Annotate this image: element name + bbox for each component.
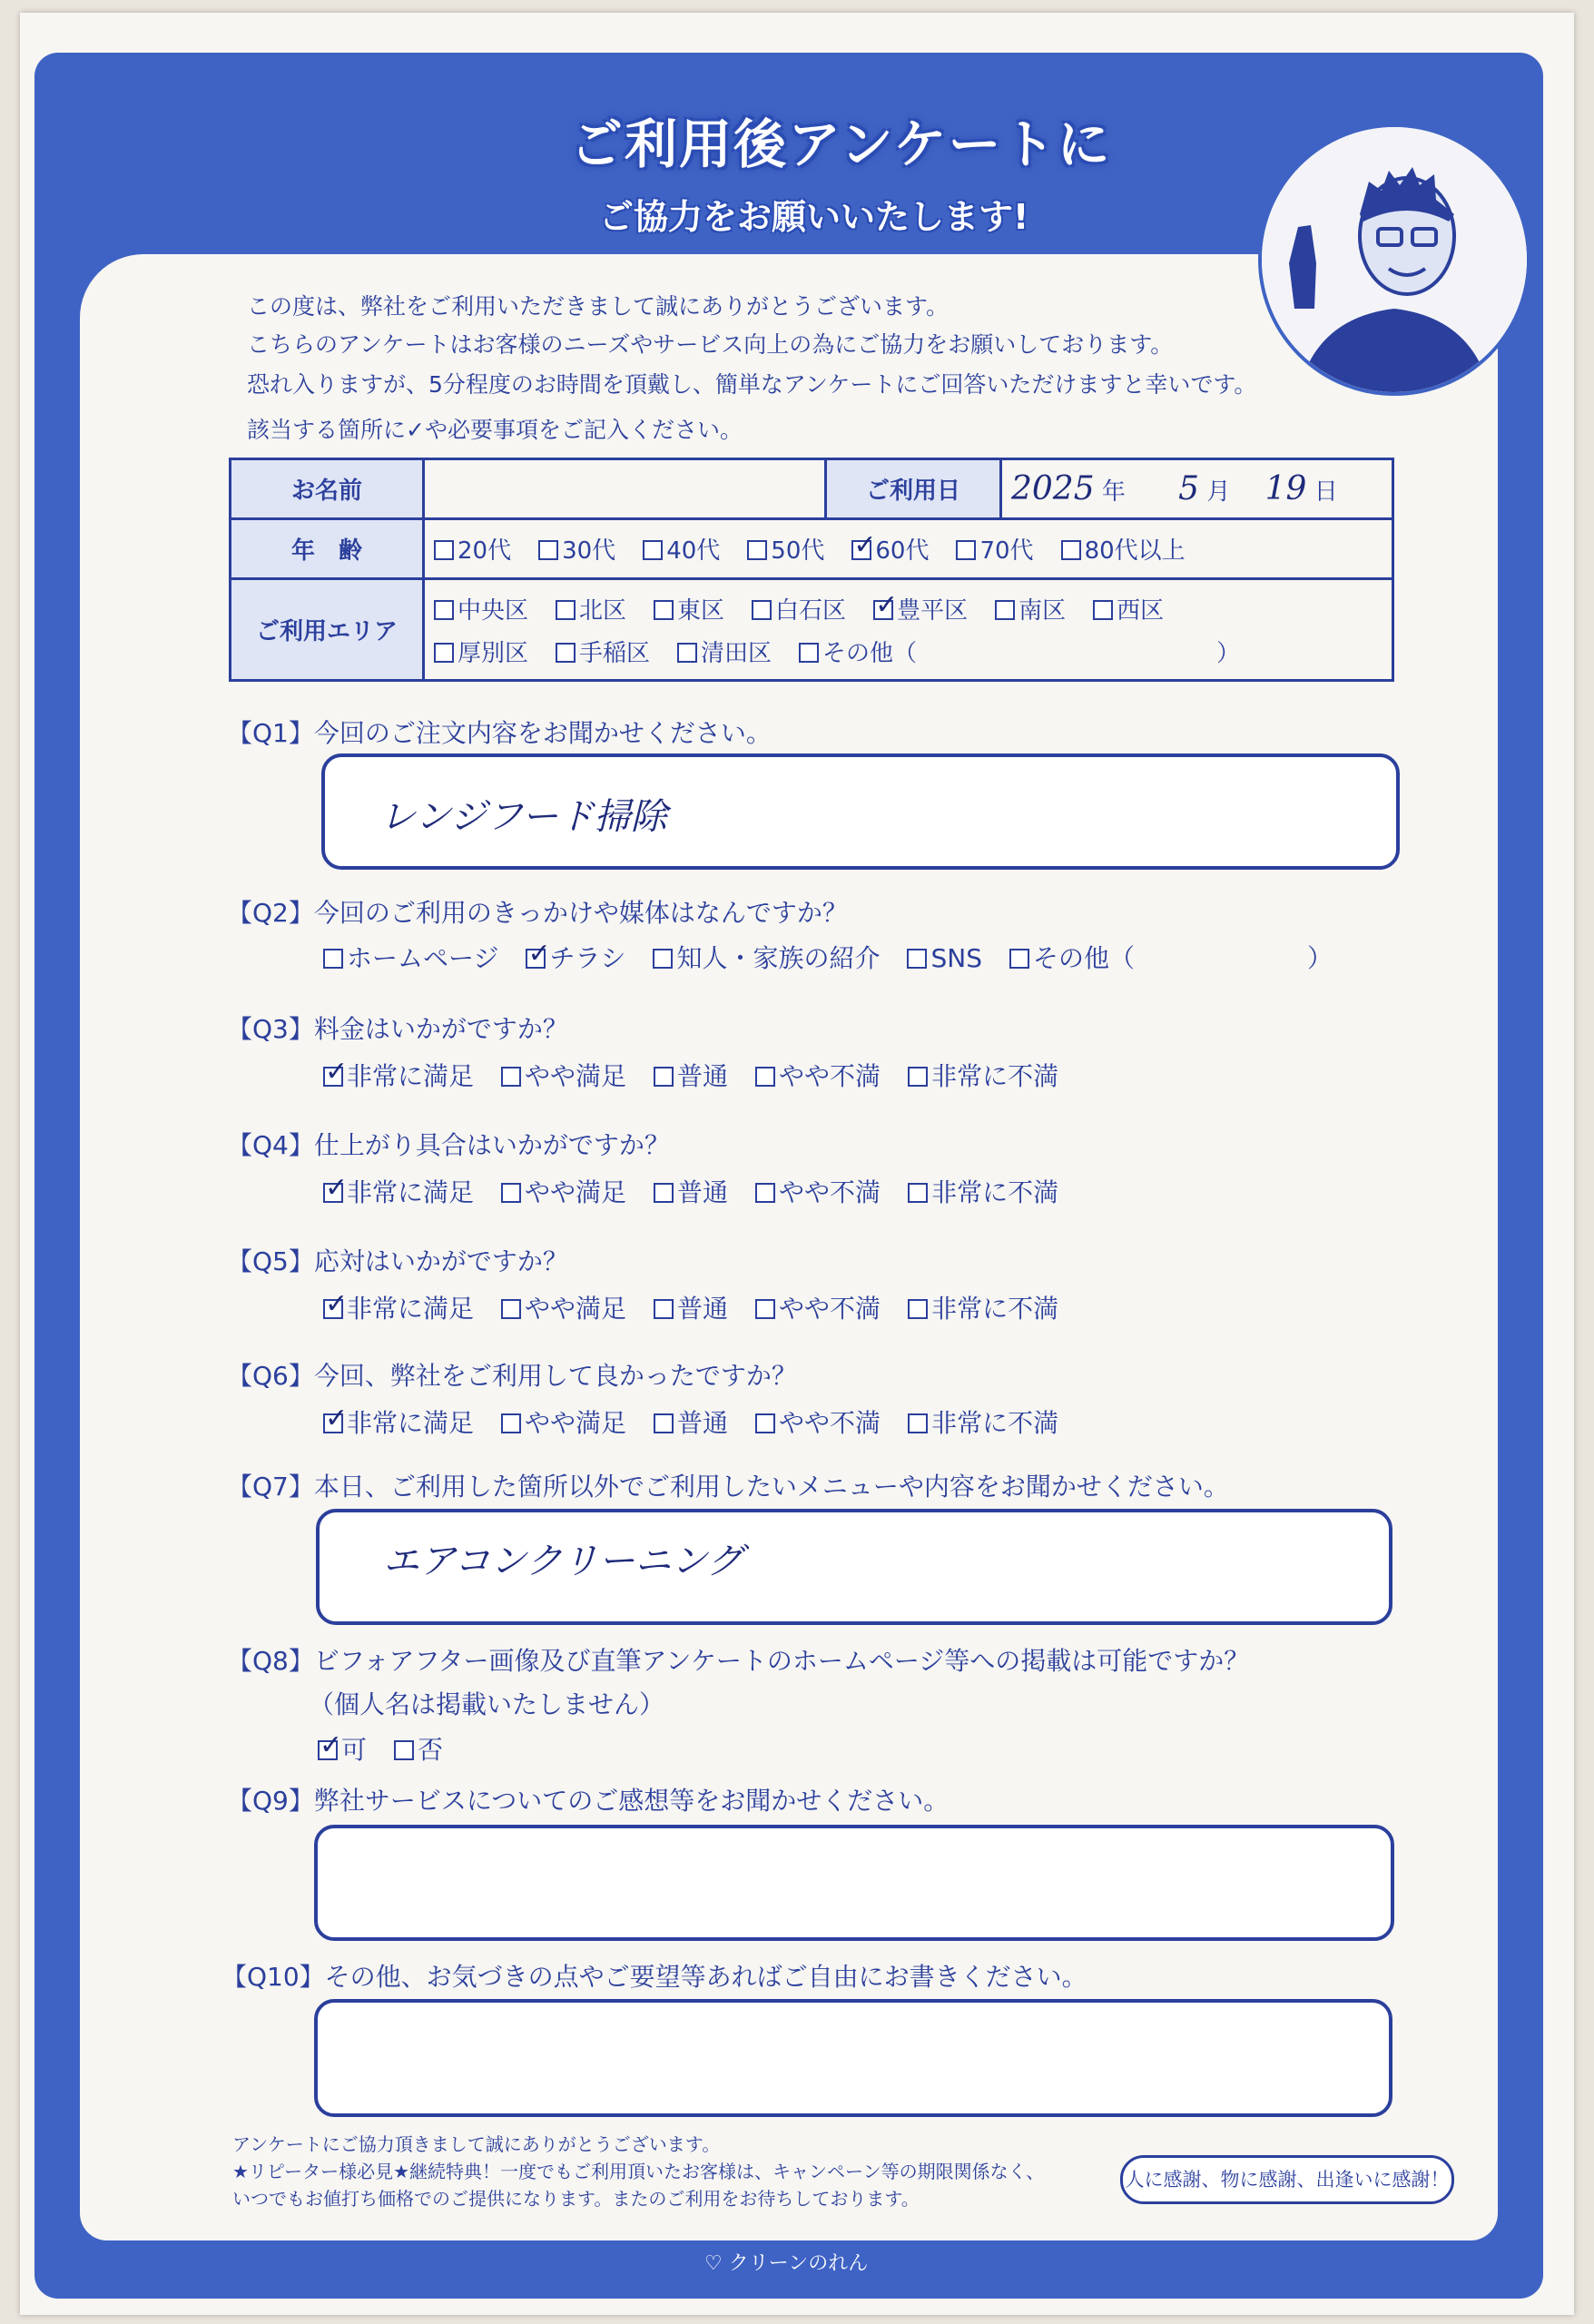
date-day-unit: 日 (1314, 478, 1338, 506)
q1-answer: レンジフード掃除 (379, 796, 667, 838)
q2-option-0-label: ホームページ (347, 943, 499, 973)
checkbox[interactable] (654, 1299, 674, 1319)
checkbox[interactable] (755, 1299, 775, 1319)
q4-option-0[interactable] (323, 1173, 474, 1209)
date-month: 5 (1178, 470, 1200, 507)
checkbox[interactable] (956, 540, 976, 560)
checkbox[interactable] (654, 600, 674, 620)
q3-option-0-label: 非常に満足 (347, 1061, 475, 1091)
area-option-4[interactable] (873, 592, 968, 625)
q6-option-4[interactable] (908, 1403, 1058, 1440)
age-option-2[interactable] (643, 532, 720, 566)
q6-option-0[interactable] (323, 1403, 474, 1440)
q5-option-0-label: 非常に満足 (347, 1294, 475, 1324)
checkbox[interactable] (1061, 540, 1081, 560)
area-option-5-label: 南区 (1018, 596, 1067, 625)
area-option-1-label: 北区 (579, 596, 627, 625)
checkbox[interactable] (908, 1183, 928, 1203)
q5-label: 【Q5】応対はいかがですか？ (227, 1246, 568, 1276)
checked-checkbox[interactable] (318, 1740, 338, 1760)
q3-options (323, 1057, 1086, 1093)
footer-line3: いつでもお値打ち価格でのご提供になります。またのご利用をお待ちしております。 (232, 2188, 920, 2210)
area-option-6[interactable] (1093, 592, 1164, 625)
age-option-1[interactable] (538, 532, 615, 566)
q5-option-2[interactable] (654, 1289, 728, 1325)
checkbox[interactable] (1093, 600, 1113, 620)
q5-options (323, 1289, 1086, 1325)
checkbox[interactable] (907, 949, 927, 969)
q4-options (323, 1173, 1086, 1209)
area-option-4-label: 豊平区 (897, 596, 969, 625)
q2-option-4[interactable] (1009, 939, 1135, 975)
q6-option-3[interactable] (755, 1403, 881, 1440)
checkbox[interactable] (394, 1740, 414, 1760)
area-option-2-label: 東区 (677, 596, 725, 625)
date-field[interactable] (1001, 459, 1393, 519)
q3-option-0[interactable] (323, 1057, 474, 1093)
area-option-b-2-label: 清田区 (701, 639, 772, 667)
age-option-0[interactable] (434, 532, 511, 566)
area-option-b-3-label: その他（ (822, 639, 918, 667)
area-option-2[interactable] (654, 592, 724, 625)
checkbox[interactable] (752, 600, 772, 620)
q8-options (318, 1730, 470, 1767)
q3-option-4-label: 非常に不満 (931, 1061, 1059, 1091)
q8-option-0-label: 可 (341, 1735, 368, 1765)
q2-option-3[interactable] (907, 943, 982, 973)
q5-option-1[interactable] (501, 1289, 626, 1325)
q7-answer: エアコンクリーニング (383, 1541, 743, 1582)
checkbox[interactable] (434, 600, 454, 620)
area-option-b-2[interactable] (677, 635, 772, 668)
intro-line2: こちらのアンケートはお客様のニーズやサービス向上の為にご協力をお願いしております。 (247, 331, 1174, 358)
q9-answer-box[interactable] (314, 1825, 1394, 1941)
q2-options (323, 939, 1333, 975)
q8-option-1-label: 否 (418, 1735, 444, 1765)
checkbox[interactable] (908, 1413, 928, 1433)
q5-option-3-label: やや不満 (779, 1294, 881, 1324)
checkbox[interactable] (501, 1067, 521, 1087)
checked-checkbox[interactable] (323, 1413, 343, 1433)
q6-option-3-label: やや不満 (779, 1408, 881, 1438)
age-option-1-label: 30代 (562, 537, 616, 565)
date-month-unit: 月 (1206, 478, 1231, 506)
area-option-5[interactable] (995, 592, 1066, 625)
title-line1: ご利用後アンケートに (570, 113, 1112, 175)
q2-option-4-label: その他（ (1032, 943, 1135, 973)
age-option-4[interactable] (851, 532, 929, 566)
area-option-3-label: 白石区 (775, 596, 847, 625)
q4-option-0-label: 非常に満足 (347, 1177, 475, 1207)
area-option-b-3[interactable] (799, 635, 917, 668)
checked-checkbox[interactable] (526, 949, 546, 969)
checked-checkbox[interactable] (323, 1067, 343, 1087)
area-other-close: ） (1216, 639, 1241, 667)
q4-option-1[interactable] (501, 1173, 626, 1209)
age-option-4-label: 60代 (875, 537, 930, 565)
q3-option-1-label: やや満足 (525, 1061, 627, 1091)
area-option-3[interactable] (752, 592, 846, 625)
date-label: ご利用日 (826, 459, 1001, 519)
intro-line4: 該当する箇所に✓や必要事項をご記入ください。 (247, 417, 743, 443)
q10-answer-box[interactable] (314, 1999, 1392, 2117)
logo-text: クリーンのれん (728, 2252, 869, 2275)
q6-options (323, 1403, 1086, 1440)
checkbox[interactable] (747, 540, 767, 560)
q5-option-1-label: やや満足 (525, 1294, 627, 1324)
q5-option-3[interactable] (755, 1289, 881, 1325)
q5-option-4[interactable] (908, 1289, 1058, 1325)
q3-option-2[interactable] (654, 1057, 728, 1093)
company-logo (704, 2248, 868, 2276)
age-options (424, 519, 1393, 579)
age-option-2-label: 40代 (666, 537, 721, 565)
checkbox[interactable] (653, 949, 673, 969)
q5-option-2-label: 普通 (677, 1294, 729, 1324)
area-option-b-0-label: 厚別区 (458, 639, 529, 667)
customer-info-table (229, 458, 1394, 682)
area-option-0-label: 中央区 (458, 596, 529, 625)
checkbox[interactable] (654, 1067, 674, 1087)
q8-option-1[interactable] (394, 1730, 443, 1767)
checked-checkbox[interactable] (873, 600, 893, 620)
area-option-b-1-label: 手稲区 (579, 639, 651, 667)
heart-icon: ♡ (704, 2252, 723, 2275)
q4-option-1-label: やや満足 (525, 1177, 627, 1207)
q4-option-3-label: やや不満 (779, 1177, 881, 1207)
q4-option-2[interactable] (654, 1173, 728, 1209)
staff-photo (1258, 123, 1530, 396)
q7-label: 【Q7】本日、ご利用した箇所以外でご利用したいメニューや内容をお聞かせください。 (227, 1472, 1229, 1502)
q1-answer-box[interactable] (321, 753, 1400, 870)
area-option-6-label: 西区 (1117, 596, 1165, 625)
checkbox[interactable] (799, 643, 819, 663)
date-year: 2025 (1011, 470, 1095, 507)
q6-option-4-label: 非常に不満 (931, 1408, 1059, 1438)
q4-label: 【Q4】仕上がり具合はいかがですか？ (227, 1130, 670, 1160)
checkbox[interactable] (654, 1413, 674, 1433)
checkbox[interactable] (501, 1413, 521, 1433)
area-option-0[interactable] (434, 592, 528, 625)
area-option-1[interactable] (556, 592, 626, 625)
q3-option-3-label: やや不満 (779, 1061, 881, 1091)
age-option-6-label: 80代以上 (1084, 537, 1186, 565)
q6-option-0-label: 非常に満足 (347, 1408, 475, 1438)
q6-option-1-label: やや満足 (525, 1408, 627, 1438)
q6-option-2-label: 普通 (677, 1408, 729, 1438)
date-day: 19 (1264, 470, 1307, 507)
q2-option-2[interactable] (653, 939, 880, 975)
checkbox[interactable] (643, 540, 663, 560)
age-option-3[interactable] (747, 532, 824, 566)
q2-other-close: ） (1307, 943, 1333, 973)
q8-option-0[interactable] (318, 1730, 367, 1767)
q3-option-1[interactable] (501, 1057, 626, 1093)
date-year-unit: 年 (1101, 478, 1126, 506)
age-label: 年 齢 (231, 519, 424, 579)
q2-label: 【Q2】今回のご利用のきっかけや媒体はなんですか？ (227, 898, 848, 928)
checkbox[interactable] (908, 1299, 928, 1319)
q4-option-3[interactable] (755, 1173, 881, 1209)
checkbox[interactable] (1009, 949, 1029, 969)
footer-line1: アンケートにご協力頂きまして誠にありがとうございます。 (232, 2133, 721, 2155)
checkbox[interactable] (538, 540, 558, 560)
q2-option-3-label: SNS (930, 943, 982, 973)
checkbox[interactable] (323, 949, 343, 969)
q5-option-0[interactable] (323, 1289, 474, 1325)
age-option-0-label: 20代 (458, 537, 512, 565)
q4-option-4-label: 非常に不満 (931, 1177, 1059, 1207)
age-option-5[interactable] (956, 532, 1033, 566)
q6-option-1[interactable] (501, 1403, 626, 1440)
q8-label: 【Q8】ビフォアフター画像及び直筆アンケートのホームページ等への掲載は可能ですか？ (227, 1646, 1250, 1676)
checkbox[interactable] (677, 643, 697, 663)
footer-line2: ★リピーター様必見★継続特典！一度でもご利用頂いたお客様は、キャンペーン等の期限関係なく、 (232, 2161, 1045, 2182)
q5-option-4-label: 非常に不満 (931, 1294, 1059, 1324)
checkbox[interactable] (434, 540, 454, 560)
q6-label: 【Q6】今回、弊社をご利用して良かったですか？ (227, 1361, 797, 1391)
q2-option-2-label: 知人・家族の紹介 (676, 943, 881, 973)
q2-option-0[interactable] (323, 939, 498, 975)
checked-checkbox[interactable] (323, 1183, 343, 1203)
area-options (424, 579, 1393, 681)
q4-option-2-label: 普通 (677, 1177, 729, 1207)
q3-label: 【Q3】料金はいかがですか？ (227, 1014, 568, 1044)
q1-label: 【Q1】今回のご注文内容をお聞かせください。 (227, 718, 772, 748)
checkbox[interactable] (434, 643, 454, 663)
age-option-5-label: 70代 (979, 537, 1034, 565)
checkbox[interactable] (501, 1183, 521, 1203)
area-option-b-0[interactable] (434, 635, 528, 668)
checkbox[interactable] (556, 600, 576, 620)
age-option-3-label: 50代 (771, 537, 825, 565)
checkbox[interactable] (995, 600, 1015, 620)
q4-option-4[interactable] (908, 1173, 1058, 1209)
q9-label: 【Q9】弊社サービスについてのご感想等をお聞かせください。 (227, 1786, 950, 1816)
checkbox[interactable] (556, 643, 576, 663)
q2-option-1-label: チラシ (549, 943, 626, 973)
q8-sub: （個人名は掲載いたしません） (309, 1689, 665, 1719)
checkbox[interactable] (908, 1067, 928, 1087)
intro-line3: 恐れ入りますが、5分程度のお時間を頂戴し、簡単なアンケートにご回答いただけますと幸いです。 (247, 371, 1257, 398)
q6-option-2[interactable] (654, 1403, 728, 1440)
q2-option-1[interactable] (526, 939, 625, 975)
age-option-6[interactable] (1061, 532, 1186, 566)
q3-option-4[interactable] (908, 1057, 1058, 1093)
q3-option-3[interactable] (755, 1057, 881, 1093)
checkbox[interactable] (755, 1413, 775, 1433)
title-line2: ご協力をお願いいたします! (599, 197, 1029, 237)
checkbox[interactable] (501, 1299, 521, 1319)
area-option-b-1[interactable] (556, 635, 650, 668)
name-label: お名前 (231, 459, 424, 519)
checked-checkbox[interactable] (323, 1299, 343, 1319)
q3-option-2-label: 普通 (677, 1061, 729, 1091)
checkbox[interactable] (755, 1067, 775, 1087)
checked-checkbox[interactable] (851, 540, 871, 560)
checkbox[interactable] (654, 1183, 674, 1203)
name-field[interactable] (424, 459, 826, 519)
area-label: ご利用エリア (231, 579, 424, 681)
q7-answer-box[interactable] (316, 1509, 1392, 1625)
q10-label: 【Q10】その他、お気づきの点やご要望等あればご自由にお書きください。 (221, 1962, 1087, 1992)
intro-line1: この度は、弊社をご利用いただきまして誠にありがとうございます。 (247, 293, 950, 320)
thanks-badge: 人に感謝、物に感謝、出逢いに感謝！ (1120, 2155, 1454, 2204)
checkbox[interactable] (755, 1183, 775, 1203)
